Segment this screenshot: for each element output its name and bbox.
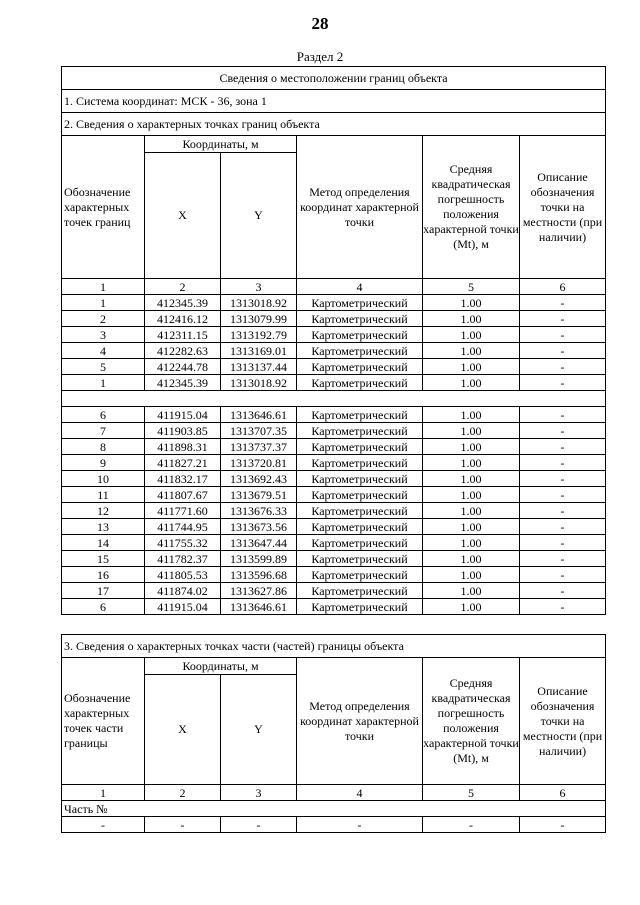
coord-y: 1313596.68 — [221, 567, 297, 583]
coord-system: 1. Система координат: МСК - 36, зона 1 — [62, 90, 606, 113]
description: - — [520, 311, 606, 327]
description: - — [520, 375, 606, 391]
table-row — [62, 535, 606, 551]
point-number: 3 — [62, 327, 145, 343]
header-method: Метод определения координат характерной точки — [297, 136, 423, 279]
accuracy: 1.00 — [423, 423, 520, 439]
method: Картометрический — [297, 503, 423, 519]
boundary-table — [61, 66, 606, 615]
coord-x: 411898.31 — [145, 439, 221, 455]
part-header-coordinates: Координаты, м — [145, 658, 297, 675]
table-row — [62, 599, 606, 615]
point-number: 10 — [62, 471, 145, 487]
point-number: 5 — [62, 359, 145, 375]
accuracy: 1.00 — [423, 327, 520, 343]
separator-row — [62, 391, 606, 407]
coord-x: 411805.53 — [145, 567, 221, 583]
table-row — [62, 407, 606, 423]
points-section-title: 2. Сведения о характерных точках границ объекта — [62, 113, 606, 136]
column-number: 5 — [423, 279, 520, 295]
coord-x: 411874.02 — [145, 583, 221, 599]
table-row — [62, 375, 606, 391]
coord-y: 1313169.01 — [221, 343, 297, 359]
part-cell: - — [520, 817, 606, 833]
point-number: 1 — [62, 375, 145, 391]
accuracy: 1.00 — [423, 439, 520, 455]
accuracy: 1.00 — [423, 471, 520, 487]
column-number: 6 — [520, 279, 606, 295]
coord-x: 411832.17 — [145, 471, 221, 487]
method: Картометрический — [297, 583, 423, 599]
coord-y: 1313627.86 — [221, 583, 297, 599]
part-header-method: Метод определения координат характерной точки — [297, 658, 423, 785]
part-label: Часть № — [62, 801, 606, 817]
part-header-description: Описание обозначения точки на местности (при наличии) — [520, 658, 606, 785]
accuracy: 1.00 — [423, 503, 520, 519]
header-x: X — [145, 153, 221, 279]
coord-y: 1313646.61 — [221, 599, 297, 615]
coord-y: 1313079.99 — [221, 311, 297, 327]
method: Картометрический — [297, 311, 423, 327]
description: - — [520, 439, 606, 455]
accuracy: 1.00 — [423, 295, 520, 311]
description: - — [520, 407, 606, 423]
column-number: 4 — [297, 785, 423, 801]
point-number: 8 — [62, 439, 145, 455]
accuracy: 1.00 — [423, 311, 520, 327]
accuracy: 1.00 — [423, 407, 520, 423]
point-number: 14 — [62, 535, 145, 551]
table-row — [62, 439, 606, 455]
accuracy: 1.00 — [423, 519, 520, 535]
coord-x: 412345.39 — [145, 295, 221, 311]
part-section-title: 3. Сведения о характерных точках части (частей) границы объекта — [62, 635, 606, 658]
accuracy: 1.00 — [423, 375, 520, 391]
description: - — [520, 535, 606, 551]
column-number: 2 — [145, 785, 221, 801]
column-number: 1 — [62, 279, 145, 295]
table-row — [62, 343, 606, 359]
column-number: 3 — [221, 279, 297, 295]
point-number: 13 — [62, 519, 145, 535]
description: - — [520, 487, 606, 503]
description: - — [520, 455, 606, 471]
point-number: 1 — [62, 295, 145, 311]
method: Картометрический — [297, 423, 423, 439]
method: Картометрический — [297, 551, 423, 567]
part-cell: - — [221, 817, 297, 833]
header-coordinates: Координаты, м — [145, 136, 297, 153]
column-number: 5 — [423, 785, 520, 801]
description: - — [520, 583, 606, 599]
description: - — [520, 599, 606, 615]
method: Картометрический — [297, 535, 423, 551]
description: - — [520, 519, 606, 535]
column-number: 2 — [145, 279, 221, 295]
point-number: 2 — [62, 311, 145, 327]
coord-y: 1313137.44 — [221, 359, 297, 375]
column-number: 6 — [520, 785, 606, 801]
accuracy: 1.00 — [423, 359, 520, 375]
part-header-designation-text: Обозначение характерных точек части границы — [64, 691, 131, 750]
coord-y: 1313018.92 — [221, 375, 297, 391]
method: Картометрический — [297, 295, 423, 311]
column-number: 1 — [62, 785, 145, 801]
part-header-error: Средняя квадратическая погрешность положения характерной точки (Mt), м — [423, 658, 520, 785]
table-row — [62, 567, 606, 583]
header-description: Описание обозначения точки на местности (при наличии) — [520, 136, 606, 279]
accuracy: 1.00 — [423, 535, 520, 551]
header-y: Y — [221, 153, 297, 279]
coord-x: 412282.63 — [145, 343, 221, 359]
coord-y: 1313692.43 — [221, 471, 297, 487]
method: Картометрический — [297, 343, 423, 359]
coord-y: 1313018.92 — [221, 295, 297, 311]
point-number: 4 — [62, 343, 145, 359]
point-number: 15 — [62, 551, 145, 567]
coord-x: 411915.04 — [145, 407, 221, 423]
column-number: 3 — [221, 785, 297, 801]
table-row — [62, 423, 606, 439]
coord-y: 1313599.89 — [221, 551, 297, 567]
coord-x: 411782.37 — [145, 551, 221, 567]
coord-y: 1313676.33 — [221, 503, 297, 519]
part-cell: - — [297, 817, 423, 833]
point-number: 7 — [62, 423, 145, 439]
column-number: 4 — [297, 279, 423, 295]
table-row — [62, 359, 606, 375]
table-row — [62, 295, 606, 311]
point-number: 12 — [62, 503, 145, 519]
coord-x: 412244.78 — [145, 359, 221, 375]
part-table — [61, 634, 606, 833]
part-cell: - — [145, 817, 221, 833]
method: Картометрический — [297, 599, 423, 615]
part-header-x: X — [145, 675, 221, 785]
description: - — [520, 359, 606, 375]
table-title: Сведения о местоположении границ объекта — [62, 67, 606, 90]
table-row — [62, 487, 606, 503]
description: - — [520, 343, 606, 359]
point-number: 11 — [62, 487, 145, 503]
coord-x: 411744.95 — [145, 519, 221, 535]
coord-y: 1313646.61 — [221, 407, 297, 423]
table-row — [62, 311, 606, 327]
part-cell: - — [62, 817, 145, 833]
coord-y: 1313737.37 — [221, 439, 297, 455]
accuracy: 1.00 — [423, 567, 520, 583]
point-number: 9 — [62, 455, 145, 471]
separator-cell — [62, 391, 606, 407]
point-number: 6 — [62, 599, 145, 615]
table-row — [62, 583, 606, 599]
coord-x: 411807.67 — [145, 487, 221, 503]
description: - — [520, 567, 606, 583]
table-row — [62, 327, 606, 343]
coord-y: 1313673.56 — [221, 519, 297, 535]
table-row — [62, 503, 606, 519]
method: Картометрический — [297, 487, 423, 503]
method: Картометрический — [297, 471, 423, 487]
coord-x: 411827.21 — [145, 455, 221, 471]
description: - — [520, 503, 606, 519]
method: Картометрический — [297, 375, 423, 391]
coord-y: 1313707.35 — [221, 423, 297, 439]
method: Картометрический — [297, 439, 423, 455]
section-label: Раздел 2 — [296, 49, 344, 64]
table-row — [62, 455, 606, 471]
coord-x: 412345.39 — [145, 375, 221, 391]
point-number: 17 — [62, 583, 145, 599]
part-cell: - — [423, 817, 520, 833]
point-number: 6 — [62, 407, 145, 423]
description: - — [520, 327, 606, 343]
description: - — [520, 471, 606, 487]
method: Картометрический — [297, 327, 423, 343]
coord-y: 1313679.51 — [221, 487, 297, 503]
method: Картометрический — [297, 455, 423, 471]
method: Картометрический — [297, 407, 423, 423]
accuracy: 1.00 — [423, 343, 520, 359]
coord-x: 411915.04 — [145, 599, 221, 615]
table-row — [62, 551, 606, 567]
description: - — [520, 423, 606, 439]
accuracy: 1.00 — [423, 551, 520, 567]
part-header-designation — [62, 658, 145, 785]
method: Картометрический — [297, 519, 423, 535]
coord-x: 412416.12 — [145, 311, 221, 327]
part-header-y: Y — [221, 675, 297, 785]
point-number: 16 — [62, 567, 145, 583]
method: Картометрический — [297, 567, 423, 583]
coord-y: 1313192.79 — [221, 327, 297, 343]
coord-y: 1313720.81 — [221, 455, 297, 471]
accuracy: 1.00 — [423, 487, 520, 503]
coord-y: 1313647.44 — [221, 535, 297, 551]
page-number: 28 — [311, 14, 329, 33]
description: - — [520, 551, 606, 567]
description: - — [520, 295, 606, 311]
accuracy: 1.00 — [423, 455, 520, 471]
header-error: Средняя квадратическая погрешность положения характерной точки (Mt), м — [423, 136, 520, 279]
accuracy: 1.00 — [423, 583, 520, 599]
method: Картометрический — [297, 359, 423, 375]
coord-x: 411771.60 — [145, 503, 221, 519]
accuracy: 1.00 — [423, 599, 520, 615]
table-row — [62, 471, 606, 487]
coord-x: 411755.32 — [145, 535, 221, 551]
coord-x: 412311.15 — [145, 327, 221, 343]
coord-x: 411903.85 — [145, 423, 221, 439]
table-row — [62, 519, 606, 535]
header-designation: Обозначение характерных точек границ — [62, 136, 145, 279]
